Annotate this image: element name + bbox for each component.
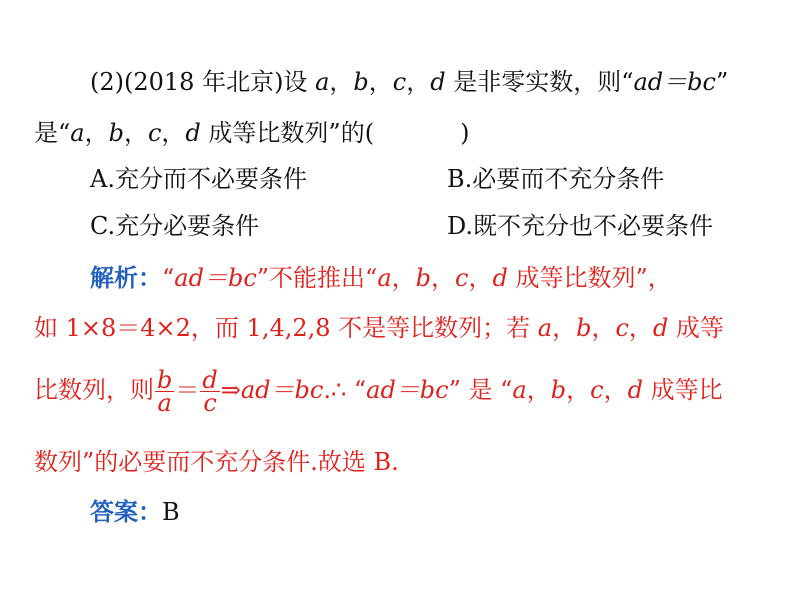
var-d: d [627, 376, 643, 404]
question-text: ” [715, 68, 729, 96]
fraction-d-over-c [200, 366, 219, 417]
analysis-line-1 [90, 263, 672, 293]
var-c: c [615, 314, 629, 342]
var-d: d [430, 68, 446, 96]
condition-ad-bc: ad＝bc [633, 68, 716, 96]
analysis-text: 成等 [668, 314, 724, 342]
fraction-numerator: d [202, 366, 218, 394]
option-b: B.必要而不充分条件 [447, 165, 665, 193]
fraction-denominator: c [203, 389, 217, 417]
condition-ad-bc: ad＝bc [366, 376, 449, 404]
comma: ， [468, 264, 493, 292]
analysis-text: ”不能推出“ [256, 264, 378, 292]
fraction-numerator: b [157, 366, 173, 394]
analysis-text: 成等比数列”， [507, 264, 672, 292]
question-text: ) [460, 119, 470, 147]
comma: ， [123, 119, 148, 147]
comma: ， [329, 68, 354, 96]
var-c: c [147, 119, 162, 147]
answer-label: 答案： [90, 497, 162, 526]
implies-arrow: ⇒ [220, 376, 241, 404]
var-b: b [353, 68, 369, 96]
condition-ad-bc: ad＝bc [240, 376, 324, 404]
comma: ， [431, 264, 455, 292]
var-c: c [590, 376, 604, 404]
analysis-line-4: 数列”的必要而不充分条件.故选 B. [34, 448, 399, 476]
option-a: A.充分而不必要条件 [90, 165, 307, 193]
comma: ， [591, 314, 616, 342]
var-b: b [576, 314, 592, 342]
var-c: c [455, 264, 469, 292]
comma: ， [391, 264, 416, 292]
var-a: a [70, 119, 85, 147]
var-d: d [652, 314, 669, 342]
question-text: 成等比数列”的( [200, 119, 375, 147]
question-text: 是“ [34, 119, 71, 147]
var-a: a [512, 376, 527, 404]
var-b: b [550, 376, 567, 404]
analysis-text: “ [162, 264, 175, 292]
var-d: d [185, 119, 201, 147]
comma: ， [552, 314, 577, 342]
fraction-b-over-a [155, 366, 174, 417]
question-line-1 [90, 67, 728, 97]
fraction-denominator: a [157, 389, 172, 417]
var-a: a [537, 314, 553, 342]
question-line-2 [34, 118, 469, 148]
answer-value: B [162, 498, 180, 526]
comma: ， [406, 68, 431, 96]
analysis-text: 比数列，则 [34, 376, 154, 404]
comma: ， [526, 376, 551, 404]
var-a: a [377, 264, 392, 292]
option-c: C.充分必要条件 [90, 212, 260, 240]
comma: ， [566, 376, 591, 404]
equals-sign: ＝ [175, 376, 200, 404]
question-text: (2)(2018 年北京)设 [90, 68, 316, 96]
comma: ， [603, 376, 628, 404]
comma: ， [368, 68, 393, 96]
var-b: b [108, 119, 124, 147]
var-c: c [392, 68, 407, 96]
answer-line [90, 497, 180, 527]
analysis-text: 如 1×8＝4×2，而 1,4,2,8 不是等比数列；若 [34, 314, 538, 342]
analysis-label: 解析： [90, 263, 162, 292]
analysis-text: ” 是 “ [448, 376, 513, 404]
var-b: b [415, 264, 431, 292]
comma: ， [628, 314, 653, 342]
comma: ， [161, 119, 186, 147]
analysis-line-2 [34, 313, 724, 343]
condition-ad-bc: ad＝bc [174, 264, 257, 292]
analysis-text: .∴ “ [323, 376, 367, 404]
var-a: a [315, 68, 330, 96]
question-text: 是非零实数，则“ [445, 68, 634, 96]
option-d: D.既不充分也不必要条件 [447, 212, 714, 240]
analysis-text: 成等比 [642, 376, 723, 404]
var-d: d [492, 264, 508, 292]
comma: ， [84, 119, 109, 147]
analysis-line-3 [34, 365, 723, 415]
